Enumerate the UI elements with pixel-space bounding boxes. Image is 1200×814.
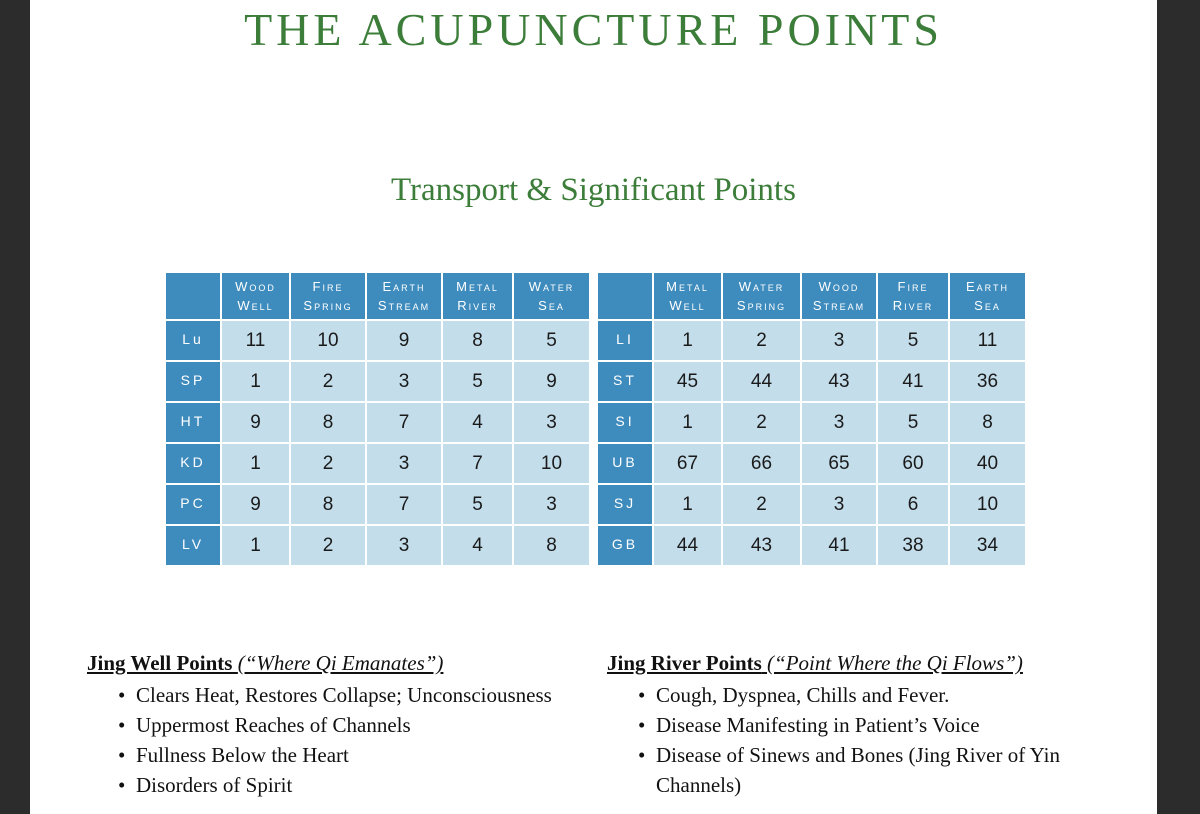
point-number-cell: 36 <box>949 361 1026 402</box>
bullet-icon: • <box>638 713 646 737</box>
point-number-cell: 65 <box>801 443 877 484</box>
meridian-label: SJ <box>597 484 653 525</box>
column-header <box>722 272 801 320</box>
column-header-line: Stream <box>812 298 866 313</box>
table-row <box>165 320 590 361</box>
column-header-line: Spring <box>303 298 353 313</box>
meridian-label: SP <box>165 361 221 402</box>
jing-river-notes <box>607 650 1107 800</box>
column-header-line: River <box>457 298 498 313</box>
point-number-cell: 5 <box>442 484 513 525</box>
point-number-cell: 1 <box>653 320 722 361</box>
point-number-cell: 7 <box>442 443 513 484</box>
jing-well-heading-bold: Jing Well Points <box>87 651 233 675</box>
column-header-line: Wood <box>818 279 860 294</box>
point-number-cell: 66 <box>722 443 801 484</box>
point-number-cell: 3 <box>366 525 442 566</box>
point-number-cell: 4 <box>442 525 513 566</box>
jing-well-bullet-list <box>87 680 597 800</box>
bullet-icon: • <box>638 683 646 707</box>
bullet-item <box>87 740 597 770</box>
meridian-label: HT <box>165 402 221 443</box>
point-number-cell: 11 <box>221 320 290 361</box>
point-number-cell: 1 <box>221 525 290 566</box>
column-header-line: Fire <box>312 279 344 294</box>
point-number-cell: 8 <box>513 525 590 566</box>
viewer-right-margin <box>1157 0 1200 814</box>
point-number-cell: 40 <box>949 443 1026 484</box>
column-header-line: Well <box>237 298 274 313</box>
table-row <box>165 484 590 525</box>
point-number-cell: 43 <box>722 525 801 566</box>
table-row <box>597 484 1026 525</box>
point-number-cell: 3 <box>513 484 590 525</box>
point-number-cell: 41 <box>801 525 877 566</box>
point-number-cell: 5 <box>877 402 949 443</box>
point-number-cell: 1 <box>221 443 290 484</box>
point-number-cell: 4 <box>442 402 513 443</box>
point-number-cell: 3 <box>366 443 442 484</box>
jing-river-bullet-list <box>607 680 1107 800</box>
column-header <box>653 272 722 320</box>
meridian-label: UB <box>597 443 653 484</box>
point-number-cell: 2 <box>722 402 801 443</box>
table-row <box>597 443 1026 484</box>
bullet-text: Uppermost Reaches of Channels <box>136 713 411 737</box>
meridian-label: SI <box>597 402 653 443</box>
table-row <box>165 443 590 484</box>
column-header-line: Metal <box>666 279 709 294</box>
yang-transport-points-table <box>596 271 1027 567</box>
document-page <box>30 0 1157 814</box>
column-header-line: Earth <box>382 279 426 294</box>
meridian-label: Lu <box>165 320 221 361</box>
point-number-cell: 5 <box>442 361 513 402</box>
point-number-cell: 10 <box>290 320 366 361</box>
point-number-cell: 8 <box>290 484 366 525</box>
jing-well-heading <box>87 650 597 676</box>
point-number-cell: 10 <box>949 484 1026 525</box>
column-header-line: Well <box>669 298 706 313</box>
point-number-cell: 2 <box>722 484 801 525</box>
point-number-cell: 8 <box>949 402 1026 443</box>
point-number-cell: 6 <box>877 484 949 525</box>
table-header-row <box>165 272 590 320</box>
bullet-item <box>87 680 597 710</box>
column-header-line: Wood <box>235 279 276 294</box>
point-number-cell: 67 <box>653 443 722 484</box>
bullet-text: Disease of Sinews and Bones (Jing River of Yin Channels) <box>656 743 1061 797</box>
point-number-cell: 44 <box>653 525 722 566</box>
point-number-cell: 5 <box>877 320 949 361</box>
point-number-cell: 41 <box>877 361 949 402</box>
column-header-line: Water <box>738 279 785 294</box>
jing-well-heading-italic: (“Where Qi Emanates”) <box>237 651 444 675</box>
table-row <box>597 525 1026 566</box>
bullet-text: Disease Manifesting in Patient’s Voice <box>656 713 980 737</box>
table-row <box>165 402 590 443</box>
bullet-icon: • <box>118 683 126 707</box>
point-number-cell: 7 <box>366 402 442 443</box>
meridian-label: ST <box>597 361 653 402</box>
point-number-cell: 9 <box>366 320 442 361</box>
point-number-cell: 9 <box>513 361 590 402</box>
point-number-cell: 1 <box>653 402 722 443</box>
header-corner-cell <box>597 272 653 320</box>
meridian-label: KD <box>165 443 221 484</box>
meridian-label: LV <box>165 525 221 566</box>
column-header-line: Metal <box>456 279 499 294</box>
point-number-cell: 43 <box>801 361 877 402</box>
bullet-item <box>607 680 1107 710</box>
point-number-cell: 2 <box>290 443 366 484</box>
table-row <box>165 525 590 566</box>
jing-river-heading <box>607 650 1107 676</box>
point-number-cell: 44 <box>722 361 801 402</box>
point-number-cell: 8 <box>290 402 366 443</box>
jing-well-notes <box>87 650 597 800</box>
point-number-cell: 38 <box>877 525 949 566</box>
bullet-icon: • <box>118 743 126 767</box>
table-header-row <box>597 272 1026 320</box>
column-header-line: Earth <box>965 279 1009 294</box>
bullet-icon: • <box>118 713 126 737</box>
point-number-cell: 2 <box>290 525 366 566</box>
column-header <box>513 272 590 320</box>
bullet-item <box>607 710 1107 740</box>
header-corner-cell <box>165 272 221 320</box>
bullet-icon: • <box>638 743 646 767</box>
jing-river-heading-italic: (“Point Where the Qi Flows”) <box>767 651 1023 675</box>
column-header-line: Sea <box>974 298 1001 313</box>
jing-river-heading-bold: Jing River Points <box>607 651 762 675</box>
column-header-line: Sea <box>538 298 565 313</box>
point-number-cell: 11 <box>949 320 1026 361</box>
point-number-cell: 3 <box>801 320 877 361</box>
point-number-cell: 2 <box>290 361 366 402</box>
meridian-label: GB <box>597 525 653 566</box>
column-header-line: Stream <box>377 298 431 313</box>
point-number-cell: 1 <box>221 361 290 402</box>
point-number-cell: 5 <box>513 320 590 361</box>
column-header <box>290 272 366 320</box>
point-number-cell: 3 <box>801 484 877 525</box>
point-number-cell: 34 <box>949 525 1026 566</box>
bullet-icon: • <box>118 773 126 797</box>
bullet-text: Disorders of Spirit <box>136 773 293 797</box>
point-number-cell: 1 <box>653 484 722 525</box>
bullet-text: Cough, Dyspnea, Chills and Fever. <box>656 683 950 707</box>
bullet-text: Clears Heat, Restores Collapse; Unconsciousness <box>136 683 552 707</box>
point-number-cell: 7 <box>366 484 442 525</box>
viewer-left-margin <box>0 0 30 814</box>
table-row <box>597 320 1026 361</box>
table-row <box>597 402 1026 443</box>
point-number-cell: 9 <box>221 402 290 443</box>
column-header <box>877 272 949 320</box>
column-header <box>221 272 290 320</box>
point-number-cell: 3 <box>801 402 877 443</box>
bullet-item <box>87 770 597 800</box>
page-title: THE ACUPUNCTURE POINTS <box>244 4 943 55</box>
column-header <box>801 272 877 320</box>
column-header-line: Fire <box>897 279 929 294</box>
bullet-text: Fullness Below the Heart <box>136 743 349 767</box>
column-header-line: Spring <box>736 298 787 313</box>
point-number-cell: 2 <box>722 320 801 361</box>
column-header-line: River <box>892 298 934 313</box>
point-number-cell: 3 <box>513 402 590 443</box>
column-header <box>949 272 1026 320</box>
point-number-cell: 8 <box>442 320 513 361</box>
bullet-item <box>87 710 597 740</box>
point-number-cell: 60 <box>877 443 949 484</box>
point-number-cell: 3 <box>366 361 442 402</box>
point-number-cell: 10 <box>513 443 590 484</box>
table-row <box>597 361 1026 402</box>
table-row <box>165 361 590 402</box>
section-title: Transport & Significant Points <box>391 172 796 208</box>
column-header <box>442 272 513 320</box>
meridian-label: PC <box>165 484 221 525</box>
column-header <box>366 272 442 320</box>
meridian-label: LI <box>597 320 653 361</box>
point-number-cell: 45 <box>653 361 722 402</box>
bullet-item <box>607 740 1107 800</box>
yin-transport-points-table <box>164 271 591 567</box>
column-header-line: Water <box>528 279 575 294</box>
point-number-cell: 9 <box>221 484 290 525</box>
